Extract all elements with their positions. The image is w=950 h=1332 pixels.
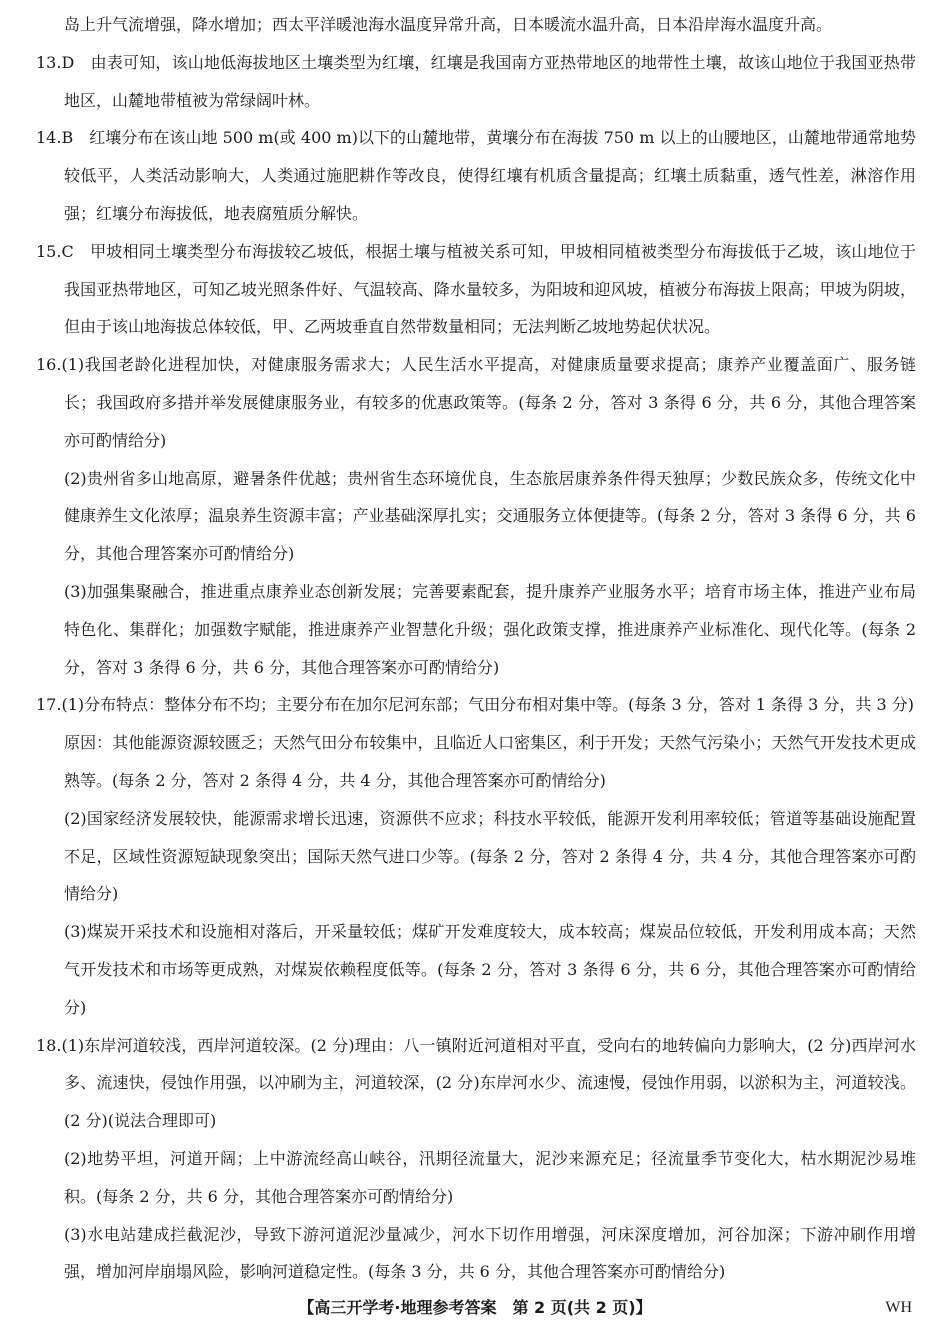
- footer-title: 【高三开学考·地理参考答案 第 2 页(共 2 页)】: [298, 1298, 652, 1317]
- answer-18-part-3: (3)水电站建成拦截泥沙，导致下游河道泥沙量减少，河水下切作用增强，河床深度增加，河谷加深；下游冲刷作用增强，增加河岸崩塌风险，影响河道稳定性。(每条 3 分，共 6 分，其他合理答案亦可酌情给分): [64, 1224, 916, 1282]
- answer-18-part-2: (2)地势平坦，河道开阔；上中游流经高山峡谷，汛期径流量大，泥沙来源充足；径流量季节变化大，枯水期泥沙易堆积。(每条 2 分，共 6 分，其他合理答案亦可酌情给分): [64, 1148, 916, 1206]
- answer-18-part-1: 18.(1)东岸河道较浅，西岸河道较深。(2 分)理由：八一镇附近河道相对平直，受向右的地转偏向力影响大，(2 分)西岸河水多、流速快，侵蚀作用强，以冲刷为主，河道较深，(2 分)东岸河水少、流速慢，侵蚀作用弱，以淤积为主，河道较浅。(2 分)(说法合理即可): [36, 1035, 916, 1131]
- answer-16-part-1: 16.(1)我国老龄化进程加快，对健康服务需求大；人民生活水平提高，对健康质量要求提高；康养产业覆盖面广、服务链长；我国政府多措并举发展健康服务业，有较多的优惠政策等。(每条 2 分，答对 3 条得 6 分，共 6 分，其他合理答案亦可酌情给分): [36, 355, 916, 450]
- answer-17-part-1a: 17.(1)分布特点：整体分布不均；主要分布在加尔尼河东部；气田分布相对集中等。(每条 3 分，答对 1 条得 3 分，共 3 分): [36, 695, 915, 715]
- footer-code: WH: [885, 1299, 912, 1316]
- answer-17-part-1b: 原因：其他能源资源较匮乏；天然气田分布较集中，且临近人口密集区，利于开发；天然气污染小；天然气开发技术更成熟等。(每条 2 分，答对 2 条得 4 分，共 4 分，其他合理答案亦可酌情给分): [64, 733, 916, 790]
- answer-13: 13.D 由表可知，该山地低海拔地区土壤类型为红壤，红壤是我国南方亚热带地区的地带性土壤，故该山地位于我国亚热带地区，山麓地带植被为常绿阔叶林。: [36, 52, 916, 110]
- paragraph-continuation: 岛上升气流增强，降水增加；西太平洋暖池海水温度异常升高，日本暖流水温升高，日本沿岸海水温度升高。: [64, 15, 833, 34]
- answer-document: [36, 6, 916, 1291]
- answer-16-part-3: (3)加强集聚融合，推进重点康养业态创新发展；完善要素配套，提升康养产业服务水平；培育市场主体，推进产业布局特色化、集群化；加强数字赋能，推进康养产业智慧化升级；强化政策支撑，推进康养产业标准化、现代化等。(每条 2 分，答对 3 条得 6 分，共 6 分，其他合理答案亦可酌情给分): [64, 581, 916, 677]
- answer-15: 15.C 甲坡相同土壤类型分布海拔较乙坡低，根据土壤与植被关系可知，甲坡相同植被类型分布海拔低于乙坡，该山地位于我国亚热带地区，可知乙坡光照条件好、气温较高、降水量较多，为阳坡和迎风坡，植被分布海拔上限高；甲坡为阴坡，但由于该山地海拔总体较低，甲、乙两坡垂直自然带数量相同；无法判断乙坡地势起伏状况。: [36, 241, 916, 337]
- page-footer: [0, 1294, 950, 1322]
- answer-17-part-2: (2)国家经济发展较快，能源需求增长迅速，资源供不应求；科技水平较低，能源开发利用率较低；管道等基础设施配置不足，区域性资源短缺现象突出；国际天然气进口少等。(每条 2 分，答对 2 条得 4 分，共 4 分，其他合理答案亦可酌情给分): [64, 808, 916, 904]
- answer-17-part-3: (3)煤炭开采技术和设施相对落后，开采量较低；煤矿开发难度较大，成本较高；煤炭品位较低，开发利用成本高；天然气开发技术和市场等更成熟，对煤炭依赖程度低等。(每条 2 分，答对 3 条得 6 分，共 6 分，其他合理答案亦可酌情给分): [64, 922, 916, 1017]
- answer-16-part-2: (2)贵州省多山地高原，避暑条件优越；贵州省生态环境优良，生态旅居康养条件得天独厚；少数民族众多，传统文化中健康养生文化浓厚；温泉养生资源丰富；产业基础深厚扎实；交通服务立体便捷等。(每条 2 分，答对 3 条得 6 分，共 6 分，其他合理答案亦可酌情给分): [64, 468, 916, 564]
- answer-14: 14.B 红壤分布在该山地 500 m(或 400 m)以下的山麓地带，黄壤分布在海拔 750 m 以上的山腰地区，山麓地带通常地势较低平，人类活动影响大，人类通过施肥耕作等改良，使得红壤有机质含量提高；红壤土质黏重，透气性差，淋溶作用强；红壤分布海拔低，地表腐殖质分解快。: [36, 128, 916, 223]
